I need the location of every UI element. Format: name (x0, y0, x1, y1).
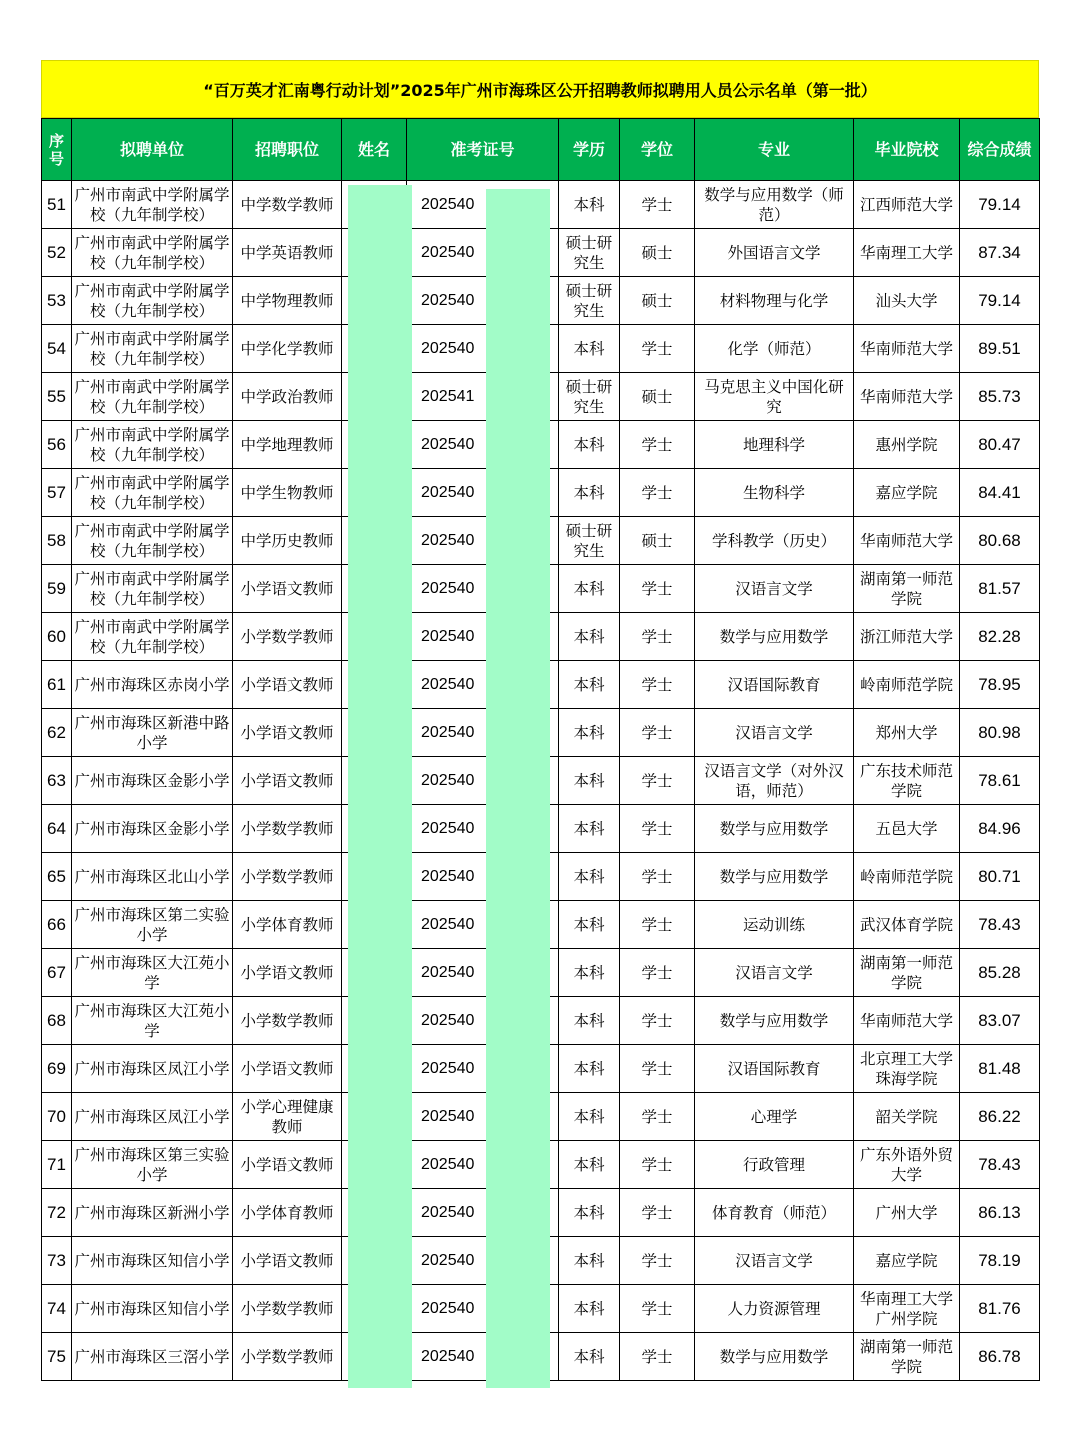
cell-school[interactable]: 华南师范大学 (854, 997, 960, 1045)
header-school[interactable]: 毕业院校 (854, 119, 960, 181)
cell-major[interactable]: 汉语国际教育 (695, 1045, 854, 1093)
cell-school[interactable]: 岭南师范学院 (854, 661, 960, 709)
cell-score[interactable]: 86.13 (960, 1189, 1040, 1237)
cell-exam-id[interactable]: 202540 (407, 1045, 559, 1093)
cell-major[interactable]: 心理学 (695, 1093, 854, 1141)
cell-major[interactable]: 汉语国际教育 (695, 661, 854, 709)
cell-education[interactable]: 本科 (559, 901, 620, 949)
cell-position[interactable]: 小学数学教师 (233, 1333, 342, 1381)
cell-position[interactable]: 中学数学教师 (233, 181, 342, 229)
cell-exam-id[interactable]: 202540 (407, 469, 559, 517)
cell-education[interactable]: 本科 (559, 421, 620, 469)
cell-degree[interactable]: 硕士 (620, 517, 695, 565)
cell-degree[interactable]: 学士 (620, 901, 695, 949)
cell-exam-id[interactable]: 202540 (407, 325, 559, 373)
cell-school[interactable]: 汕头大学 (854, 277, 960, 325)
cell-unit[interactable]: 广州市南武中学附属学校（九年制学校） (72, 469, 233, 517)
cell-seq[interactable]: 68 (42, 997, 72, 1045)
cell-seq[interactable]: 58 (42, 517, 72, 565)
cell-exam-id[interactable]: 202541 (407, 373, 559, 421)
cell-exam-id[interactable]: 202540 (407, 901, 559, 949)
cell-major[interactable]: 汉语言文学 (695, 949, 854, 997)
sheet-title-text: “百万英才汇南粤行动计划”2025年广州市海珠区公开招聘教师拟聘用人员公示名单（第一批） (203, 80, 877, 100)
cell-position[interactable]: 小学数学教师 (233, 853, 342, 901)
cell-major[interactable]: 马克思主义中国化研究 (695, 373, 854, 421)
cell-position[interactable]: 中学地理教师 (233, 421, 342, 469)
cell-major[interactable]: 数学与应用数学 (695, 613, 854, 661)
cell-score[interactable]: 85.28 (960, 949, 1040, 997)
header-row (42, 119, 1040, 181)
cell-major[interactable]: 数学与应用数学（师范） (695, 181, 854, 229)
cell-degree[interactable]: 学士 (620, 1141, 695, 1189)
redaction-name-column (348, 185, 412, 1388)
cell-education[interactable]: 本科 (559, 949, 620, 997)
cell-unit[interactable]: 广州市海珠区第二实验小学 (72, 901, 233, 949)
cell-school[interactable]: 湖南第一师范学院 (854, 949, 960, 997)
cell-major[interactable]: 数学与应用数学 (695, 805, 854, 853)
cell-position[interactable]: 小学数学教师 (233, 1285, 342, 1333)
cell-degree[interactable]: 硕士 (620, 373, 695, 421)
cell-unit[interactable]: 广州市南武中学附属学校（九年制学校） (72, 613, 233, 661)
cell-score[interactable]: 80.71 (960, 853, 1040, 901)
cell-degree[interactable]: 学士 (620, 613, 695, 661)
cell-score[interactable]: 80.47 (960, 421, 1040, 469)
cell-unit[interactable]: 广州市海珠区赤岗小学 (72, 661, 233, 709)
cell-school[interactable]: 惠州学院 (854, 421, 960, 469)
cell-exam-id[interactable]: 202540 (407, 1141, 559, 1189)
cell-unit[interactable]: 广州市海珠区知信小学 (72, 1285, 233, 1333)
header-seq[interactable]: 序号 (42, 119, 72, 181)
cell-major[interactable]: 材料物理与化学 (695, 277, 854, 325)
cell-score[interactable]: 78.19 (960, 1237, 1040, 1285)
cell-degree[interactable]: 学士 (620, 1285, 695, 1333)
cell-score[interactable]: 86.22 (960, 1093, 1040, 1141)
cell-school[interactable]: 湖南第一师范学院 (854, 1333, 960, 1381)
cell-unit[interactable]: 广州市海珠区金影小学 (72, 805, 233, 853)
cell-seq[interactable]: 51 (42, 181, 72, 229)
cell-position[interactable]: 中学历史教师 (233, 517, 342, 565)
cell-school[interactable]: 岭南师范学院 (854, 853, 960, 901)
cell-degree[interactable]: 学士 (620, 1093, 695, 1141)
cell-seq[interactable]: 64 (42, 805, 72, 853)
cell-education[interactable]: 硕士研究生 (559, 517, 620, 565)
cell-school[interactable]: 华南理工大学 (854, 229, 960, 277)
cell-education[interactable]: 本科 (559, 1189, 620, 1237)
cell-unit[interactable]: 广州市海珠区北山小学 (72, 853, 233, 901)
header-position[interactable]: 招聘职位 (233, 119, 342, 181)
cell-school[interactable]: 嘉应学院 (854, 469, 960, 517)
cell-exam-id[interactable]: 202540 (407, 709, 559, 757)
cell-major[interactable]: 生物科学 (695, 469, 854, 517)
cell-exam-id[interactable]: 202540 (407, 229, 559, 277)
cell-school[interactable]: 湖南第一师范学院 (854, 565, 960, 613)
cell-degree[interactable]: 学士 (620, 1237, 695, 1285)
cell-exam-id[interactable]: 202540 (407, 613, 559, 661)
cell-seq[interactable]: 75 (42, 1333, 72, 1381)
cell-school[interactable]: 华南师范大学 (854, 517, 960, 565)
cell-school[interactable]: 郑州大学 (854, 709, 960, 757)
cell-major[interactable]: 数学与应用数学 (695, 853, 854, 901)
cell-major[interactable]: 汉语言文学（对外汉语，师范） (695, 757, 854, 805)
cell-school[interactable]: 华南师范大学 (854, 325, 960, 373)
cell-position[interactable]: 中学英语教师 (233, 229, 342, 277)
cell-school[interactable]: 华南理工大学广州学院 (854, 1285, 960, 1333)
header-degree[interactable]: 学位 (620, 119, 695, 181)
cell-school[interactable]: 嘉应学院 (854, 1237, 960, 1285)
cell-major[interactable]: 学科教学（历史） (695, 517, 854, 565)
cell-score[interactable]: 81.48 (960, 1045, 1040, 1093)
cell-unit[interactable]: 广州市海珠区第三实验小学 (72, 1141, 233, 1189)
cell-position[interactable]: 小学语文教师 (233, 757, 342, 805)
cell-unit[interactable]: 广州市海珠区知信小学 (72, 1237, 233, 1285)
cell-position[interactable]: 小学语文教师 (233, 565, 342, 613)
cell-school[interactable]: 浙江师范大学 (854, 613, 960, 661)
cell-degree[interactable]: 学士 (620, 1189, 695, 1237)
cell-unit[interactable]: 广州市海珠区大江苑小学 (72, 949, 233, 997)
cell-score[interactable]: 79.14 (960, 277, 1040, 325)
cell-seq[interactable]: 67 (42, 949, 72, 997)
cell-unit[interactable]: 广州市海珠区金影小学 (72, 757, 233, 805)
cell-seq[interactable]: 72 (42, 1189, 72, 1237)
cell-position[interactable]: 小学语文教师 (233, 1045, 342, 1093)
cell-score[interactable]: 81.57 (960, 565, 1040, 613)
header-unit[interactable]: 拟聘单位 (72, 119, 233, 181)
cell-seq[interactable]: 61 (42, 661, 72, 709)
cell-exam-id[interactable]: 202540 (407, 1189, 559, 1237)
cell-position[interactable]: 小学数学教师 (233, 613, 342, 661)
cell-exam-id[interactable]: 202540 (407, 805, 559, 853)
cell-unit[interactable]: 广州市海珠区新洲小学 (72, 1189, 233, 1237)
cell-major[interactable]: 行政管理 (695, 1141, 854, 1189)
cell-position[interactable]: 小学心理健康教师 (233, 1093, 342, 1141)
cell-degree[interactable]: 学士 (620, 853, 695, 901)
cell-education[interactable]: 本科 (559, 997, 620, 1045)
cell-exam-id[interactable]: 202540 (407, 565, 559, 613)
cell-score[interactable]: 82.28 (960, 613, 1040, 661)
cell-major[interactable]: 汉语言文学 (695, 565, 854, 613)
cell-position[interactable]: 小学语文教师 (233, 949, 342, 997)
cell-score[interactable]: 83.07 (960, 997, 1040, 1045)
cell-exam-id[interactable]: 202540 (407, 757, 559, 805)
cell-unit[interactable]: 广州市海珠区大江苑小学 (72, 997, 233, 1045)
redaction-exam-id-column (486, 189, 550, 1388)
cell-education[interactable]: 本科 (559, 1237, 620, 1285)
cell-major[interactable]: 化学（师范） (695, 325, 854, 373)
cell-education[interactable]: 本科 (559, 1333, 620, 1381)
cell-position[interactable]: 小学数学教师 (233, 805, 342, 853)
cell-position[interactable]: 小学语文教师 (233, 661, 342, 709)
header-major[interactable]: 专业 (695, 119, 854, 181)
cell-education[interactable]: 本科 (559, 853, 620, 901)
cell-exam-id[interactable]: 202540 (407, 277, 559, 325)
cell-education[interactable]: 本科 (559, 661, 620, 709)
cell-score[interactable]: 78.43 (960, 1141, 1040, 1189)
cell-degree[interactable]: 学士 (620, 565, 695, 613)
cell-position[interactable]: 中学生物教师 (233, 469, 342, 517)
cell-school[interactable]: 武汉体育学院 (854, 901, 960, 949)
cell-seq[interactable]: 60 (42, 613, 72, 661)
cell-position[interactable]: 小学语文教师 (233, 1237, 342, 1285)
cell-score[interactable]: 84.96 (960, 805, 1040, 853)
cell-unit[interactable]: 广州市南武中学附属学校（九年制学校） (72, 421, 233, 469)
cell-score[interactable]: 79.14 (960, 181, 1040, 229)
cell-education[interactable]: 本科 (559, 1093, 620, 1141)
cell-exam-id[interactable]: 202540 (407, 1237, 559, 1285)
cell-unit[interactable]: 广州市海珠区凤江小学 (72, 1093, 233, 1141)
cell-major[interactable]: 汉语言文学 (695, 1237, 854, 1285)
cell-seq[interactable]: 65 (42, 853, 72, 901)
cell-seq[interactable]: 53 (42, 277, 72, 325)
cell-score[interactable]: 78.43 (960, 901, 1040, 949)
cell-education[interactable]: 本科 (559, 181, 620, 229)
cell-exam-id[interactable]: 202540 (407, 949, 559, 997)
cell-score[interactable]: 78.61 (960, 757, 1040, 805)
cell-exam-id[interactable]: 202540 (407, 997, 559, 1045)
cell-degree[interactable]: 学士 (620, 661, 695, 709)
cell-exam-id[interactable]: 202540 (407, 181, 559, 229)
cell-seq[interactable]: 55 (42, 373, 72, 421)
cell-major[interactable]: 体育教育（师范） (695, 1189, 854, 1237)
cell-exam-id[interactable]: 202540 (407, 1285, 559, 1333)
cell-education[interactable]: 硕士研究生 (559, 229, 620, 277)
cell-score[interactable]: 84.41 (960, 469, 1040, 517)
cell-degree[interactable]: 学士 (620, 997, 695, 1045)
cell-degree[interactable]: 学士 (620, 949, 695, 997)
cell-degree[interactable]: 学士 (620, 421, 695, 469)
cell-exam-id[interactable]: 202540 (407, 1333, 559, 1381)
cell-score[interactable]: 80.68 (960, 517, 1040, 565)
cell-seq[interactable]: 71 (42, 1141, 72, 1189)
cell-education[interactable]: 本科 (559, 1045, 620, 1093)
cell-unit[interactable]: 广州市海珠区新港中路小学 (72, 709, 233, 757)
cell-seq[interactable]: 66 (42, 901, 72, 949)
cell-score[interactable]: 81.76 (960, 1285, 1040, 1333)
cell-major[interactable]: 地理科学 (695, 421, 854, 469)
cell-position[interactable]: 小学语文教师 (233, 709, 342, 757)
cell-education[interactable]: 本科 (559, 613, 620, 661)
cell-seq[interactable]: 59 (42, 565, 72, 613)
cell-position[interactable]: 中学化学教师 (233, 325, 342, 373)
cell-seq[interactable]: 52 (42, 229, 72, 277)
cell-seq[interactable]: 74 (42, 1285, 72, 1333)
cell-unit[interactable]: 广州市南武中学附属学校（九年制学校） (72, 565, 233, 613)
cell-education[interactable]: 本科 (559, 805, 620, 853)
cell-school[interactable]: 韶关学院 (854, 1093, 960, 1141)
cell-degree[interactable]: 学士 (620, 1333, 695, 1381)
cell-unit[interactable]: 广州市南武中学附属学校（九年制学校） (72, 181, 233, 229)
cell-unit[interactable]: 广州市南武中学附属学校（九年制学校） (72, 517, 233, 565)
cell-degree[interactable]: 学士 (620, 325, 695, 373)
cell-unit[interactable]: 广州市南武中学附属学校（九年制学校） (72, 229, 233, 277)
cell-degree[interactable]: 学士 (620, 709, 695, 757)
cell-degree[interactable]: 学士 (620, 1045, 695, 1093)
cell-seq[interactable]: 63 (42, 757, 72, 805)
header-exam-id[interactable]: 准考证号 (407, 119, 559, 181)
cell-seq[interactable]: 56 (42, 421, 72, 469)
cell-seq[interactable]: 62 (42, 709, 72, 757)
cell-degree[interactable]: 学士 (620, 757, 695, 805)
cell-degree[interactable]: 硕士 (620, 229, 695, 277)
cell-major[interactable]: 数学与应用数学 (695, 1333, 854, 1381)
cell-unit[interactable]: 广州市海珠区三滘小学 (72, 1333, 233, 1381)
cell-exam-id[interactable]: 202540 (407, 421, 559, 469)
cell-school[interactable]: 广东外语外贸大学 (854, 1141, 960, 1189)
cell-unit[interactable]: 广州市南武中学附属学校（九年制学校） (72, 325, 233, 373)
cell-education[interactable]: 硕士研究生 (559, 373, 620, 421)
cell-exam-id[interactable]: 202540 (407, 1093, 559, 1141)
cell-seq[interactable]: 70 (42, 1093, 72, 1141)
cell-position[interactable]: 中学政治教师 (233, 373, 342, 421)
cell-degree[interactable]: 学士 (620, 181, 695, 229)
cell-education[interactable]: 本科 (559, 1141, 620, 1189)
sheet-title (41, 60, 1039, 118)
cell-school[interactable]: 广东技术师范学院 (854, 757, 960, 805)
cell-exam-id[interactable]: 202540 (407, 517, 559, 565)
cell-position[interactable]: 小学数学教师 (233, 997, 342, 1045)
cell-education[interactable]: 本科 (559, 709, 620, 757)
cell-school[interactable]: 广州大学 (854, 1189, 960, 1237)
cell-major[interactable]: 运动训练 (695, 901, 854, 949)
cell-score[interactable]: 78.95 (960, 661, 1040, 709)
cell-school[interactable]: 华南师范大学 (854, 373, 960, 421)
cell-score[interactable]: 85.73 (960, 373, 1040, 421)
header-score[interactable]: 综合成绩 (960, 119, 1040, 181)
cell-position[interactable]: 小学体育教师 (233, 901, 342, 949)
cell-education[interactable]: 本科 (559, 325, 620, 373)
cell-degree[interactable]: 学士 (620, 805, 695, 853)
cell-education[interactable]: 硕士研究生 (559, 277, 620, 325)
cell-seq[interactable]: 57 (42, 469, 72, 517)
cell-position[interactable]: 小学体育教师 (233, 1189, 342, 1237)
cell-position[interactable]: 中学物理教师 (233, 277, 342, 325)
cell-unit[interactable]: 广州市南武中学附属学校（九年制学校） (72, 373, 233, 421)
cell-school[interactable]: 北京理工大学珠海学院 (854, 1045, 960, 1093)
cell-unit[interactable]: 广州市海珠区凤江小学 (72, 1045, 233, 1093)
cell-position[interactable]: 小学语文教师 (233, 1141, 342, 1189)
cell-school[interactable]: 江西师范大学 (854, 181, 960, 229)
cell-education[interactable]: 本科 (559, 565, 620, 613)
cell-degree[interactable]: 硕士 (620, 277, 695, 325)
cell-education[interactable]: 本科 (559, 1285, 620, 1333)
cell-score[interactable]: 86.78 (960, 1333, 1040, 1381)
cell-school[interactable]: 五邑大学 (854, 805, 960, 853)
cell-education[interactable]: 本科 (559, 757, 620, 805)
cell-seq[interactable]: 54 (42, 325, 72, 373)
cell-score[interactable]: 87.34 (960, 229, 1040, 277)
cell-seq[interactable]: 69 (42, 1045, 72, 1093)
cell-score[interactable]: 89.51 (960, 325, 1040, 373)
cell-exam-id[interactable]: 202540 (407, 661, 559, 709)
cell-major[interactable]: 外国语言文学 (695, 229, 854, 277)
cell-major[interactable]: 人力资源管理 (695, 1285, 854, 1333)
cell-score[interactable]: 80.98 (960, 709, 1040, 757)
cell-exam-id[interactable]: 202540 (407, 853, 559, 901)
header-education[interactable]: 学历 (559, 119, 620, 181)
cell-major[interactable]: 汉语言文学 (695, 709, 854, 757)
cell-education[interactable]: 本科 (559, 469, 620, 517)
cell-unit[interactable]: 广州市南武中学附属学校（九年制学校） (72, 277, 233, 325)
cell-degree[interactable]: 学士 (620, 469, 695, 517)
cell-major[interactable]: 数学与应用数学 (695, 997, 854, 1045)
header-name[interactable]: 姓名 (342, 119, 407, 181)
cell-seq[interactable]: 73 (42, 1237, 72, 1285)
